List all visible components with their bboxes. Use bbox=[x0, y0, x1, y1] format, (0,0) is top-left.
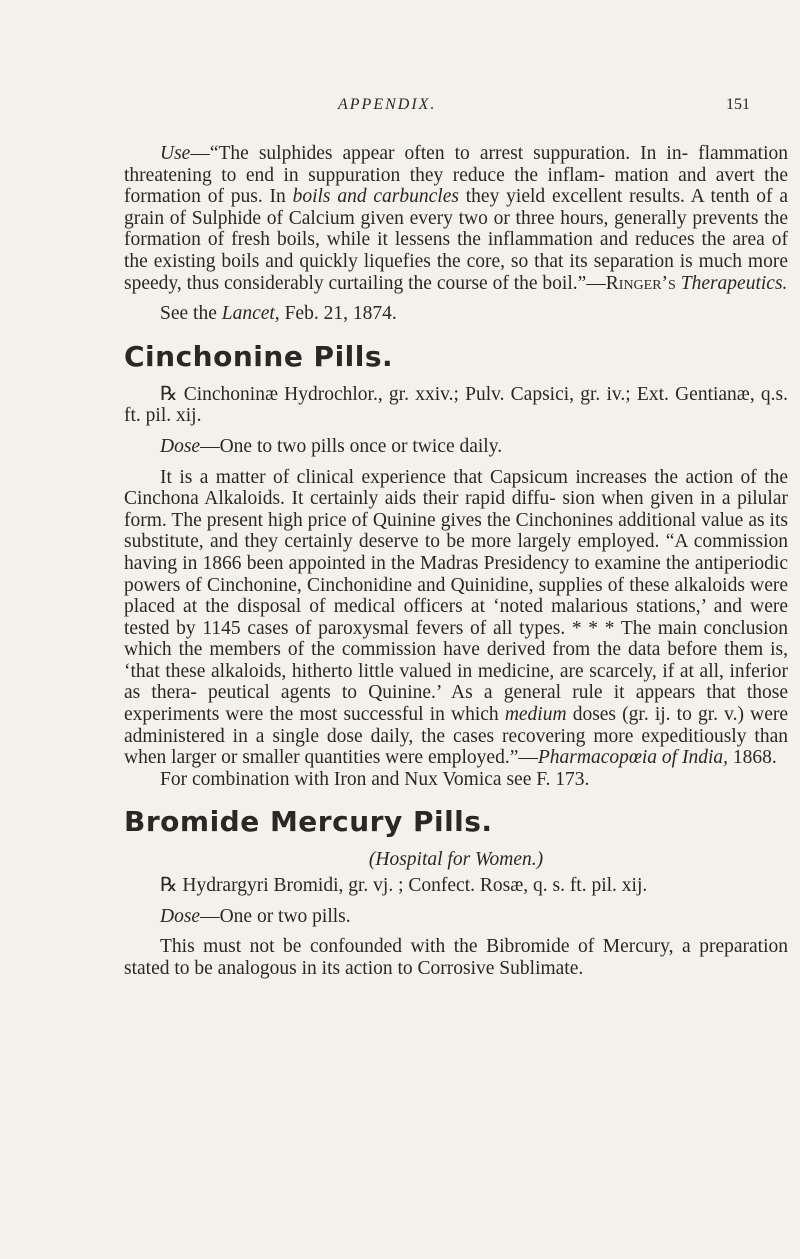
pharmacopoeia-citation: Pharmacopœia of India, bbox=[537, 747, 728, 769]
page-number: 151 bbox=[726, 96, 750, 113]
cinchonine-dose-label: Dose bbox=[160, 435, 201, 457]
bromide-subtitle-text: (Hospital for Women.) bbox=[368, 849, 544, 871]
use-text-2: they yield excellent results. A tenth of a grain of Sulphide of Calcium given every two or three hours, generally prevents the formation of fresh boils, while it lessens the inflammation and reduces the area of the existing boils and quickly liquefies the core, so that its separation is much more speedy, thus considerably curtailing the course of the boil.”— bbox=[124, 186, 788, 294]
cinchonine-dose-text: —One to two pills once or twice daily. bbox=[200, 435, 503, 457]
lancet-text-1: See the bbox=[160, 303, 222, 325]
lancet-reference bbox=[124, 303, 788, 325]
use-paragraph bbox=[124, 143, 788, 294]
use-label: Use bbox=[160, 143, 191, 164]
cinchonine-dose bbox=[124, 436, 788, 458]
therapeutics-citation: Therapeutics. bbox=[680, 272, 788, 294]
lancet-text-2: Feb. 21, 1874. bbox=[279, 303, 397, 325]
bromide-dose-text: —One or two pills. bbox=[200, 905, 351, 927]
cinchonine-body bbox=[124, 467, 788, 769]
cinchonine-heading: Cinchonine Pills. bbox=[124, 339, 394, 373]
bromide-dose bbox=[124, 906, 788, 928]
page-content bbox=[124, 143, 788, 979]
cinchonine-body-3: 1868. bbox=[728, 747, 777, 769]
cinchonine-body-2: doses (gr. ij. to gr. v.) were administered in a single dose daily, the cases recovering more expeditiously than when larger or smaller quantities were employed.”— bbox=[124, 704, 788, 769]
bromide-recipe: ℞ Hydrargyri Bromidi, gr. vj. ; Confect. Rosæ, q. s. ft. pil. xij. bbox=[160, 875, 648, 897]
medium-word: medium bbox=[504, 704, 567, 726]
use-text-1: —“The sulphides appear often to arrest suppuration. In in- flammation threatening to end in suppuration they reduce the inflam- mation and avert the formation of pus. In bbox=[124, 143, 788, 208]
bromide-body: This must not be confounded with the Bibromide of Mercury, a preparation stated to be analogous in its action to Corrosive Sublimate. bbox=[124, 936, 788, 979]
running-head-title: APPENDIX. bbox=[338, 96, 437, 113]
cinchonine-recipe: ℞ Cinchoninæ Hydrochlor., gr. xxiv.; Pulv. Capsici, gr. iv.; Ext. Gentianæ, q.s. ft. pil. xij. bbox=[124, 383, 788, 427]
lancet-title: Lancet, bbox=[221, 303, 280, 325]
cinchonine-body-1: It is a matter of clinical experience that Capsicum increases the action of the Cinchona Alkaloids. It certainly aids their rapid diffu- sion when given in a pilular form. The present high price of Quinine gives the Cinchonines additional value as its substitute, and they certainly deserve to be more largely employed. “A commission having in 1866 been appointed in the Madras Presidency to examine the antiperiodic powers of Cinchonine, Cinchonidine and Quinidine, supplies of these alkaloids were placed at the disposal of medical officers at ‘noted malarious stations,’ and were tested by 1145 cases of paroxysmal fevers of all types. * * * The main conclusion which the members of the commission have derived from the data before them is, ‘that these alkaloids, hitherto little valued in medicine, are scarcely, if at all, inferior as thera- peutical agents to Quinine.’ As a general rule it appears that those experiments were the most successful in which bbox=[124, 466, 788, 726]
bromide-dose-label: Dose bbox=[160, 905, 201, 927]
boils-carbuncles: boils and carbuncles bbox=[292, 186, 459, 208]
combination-note: For combination with Iron and Nux Vomica see F. 173. bbox=[160, 768, 590, 790]
bromide-subtitle bbox=[124, 849, 788, 871]
bromide-heading: Bromide Mercury Pills. bbox=[124, 805, 493, 839]
ringer-citation: Ringer’s bbox=[605, 272, 676, 294]
